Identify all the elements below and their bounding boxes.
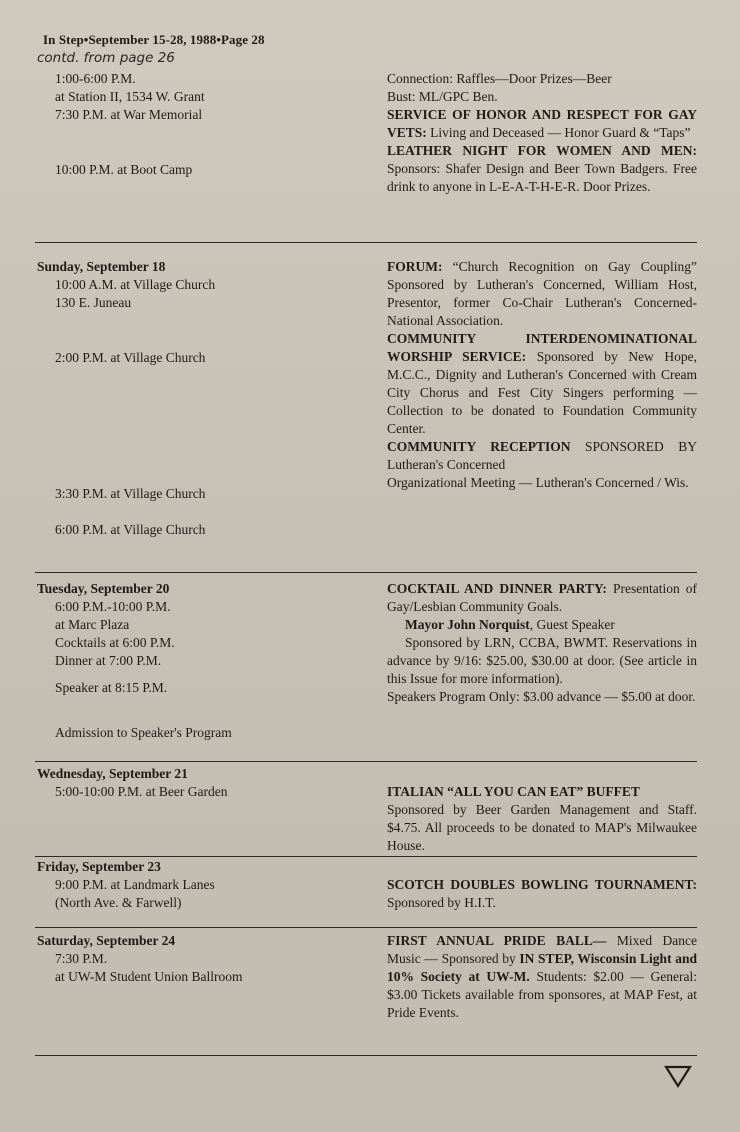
time-line: 7:30 P.M. at War Memorial bbox=[55, 107, 203, 122]
time-line: 6:00 P.M. at Village Church bbox=[55, 522, 206, 537]
time-line: Dinner at 7:00 P.M. bbox=[55, 653, 162, 668]
day-heading: Friday, September 23 bbox=[37, 859, 161, 874]
section-divider bbox=[35, 761, 697, 762]
event-descriptions-section-2 bbox=[387, 258, 697, 492]
section-divider bbox=[35, 927, 697, 928]
location-line: at Marc Plaza bbox=[55, 617, 130, 632]
event-description: Mayor John Norquist, Guest Speaker bbox=[405, 617, 615, 632]
event-description: Sponsored by LRN, CCBA, BWMT. Reservations in advance by 9/16: $25.00, $30.00 at door. (See article in this Issue for more information). bbox=[387, 635, 697, 686]
event-description: SERVICE OF HONOR AND RESPECT FOR GAY VETS: Living and Deceased — Honor Guard & “Taps” bbox=[387, 107, 697, 140]
event-description: Speakers Program Only: $3.00 advance — $5.00 at door. bbox=[387, 689, 696, 704]
time-line: 1:00-6:00 P.M. bbox=[55, 71, 136, 86]
section-divider bbox=[35, 572, 697, 573]
event-descriptions-section-6 bbox=[387, 932, 697, 1022]
day-heading: Wednesday, September 21 bbox=[37, 766, 188, 781]
time-line: 10:00 A.M. at Village Church bbox=[55, 277, 216, 292]
time-line: 6:00 P.M.-10:00 P.M. bbox=[55, 599, 171, 614]
time-line: 9:00 P.M. at Landmark Lanes bbox=[55, 877, 215, 892]
event-descriptions-section-5 bbox=[387, 876, 697, 912]
day-heading: Tuesday, September 20 bbox=[37, 581, 170, 596]
day-heading: Saturday, September 24 bbox=[37, 933, 176, 948]
event-descriptions-section-1 bbox=[387, 70, 697, 196]
event-times-section-6 bbox=[37, 932, 367, 986]
event-title: ITALIAN “ALL YOU CAN EAT” BUFFET bbox=[387, 784, 640, 799]
section-divider bbox=[35, 856, 697, 857]
event-description: FIRST ANNUAL PRIDE BALL— Mixed Dance Music — Sponsored by IN STEP, Wisconsin Light and 10% Society at UW-M. Students: $2.00 — General: $3.00 Tickets available from sponsores, at MAP Fest, at Pride Events. bbox=[387, 933, 697, 1020]
time-line: 3:30 P.M. at Village Church bbox=[55, 486, 206, 501]
location-line: 130 E. Juneau bbox=[55, 295, 132, 310]
event-times-section-5 bbox=[37, 858, 367, 912]
event-description: Bust: ML/GPC Ben. bbox=[387, 89, 498, 104]
time-line: 10:00 P.M. at Boot Camp bbox=[55, 162, 193, 177]
continued-triangle-icon bbox=[664, 1065, 692, 1089]
event-description: COMMUNITY RECEPTION SPONSORED BY Lutheran's Concerned bbox=[387, 439, 697, 472]
time-line: 2:00 P.M. at Village Church bbox=[55, 350, 206, 365]
time-line: Speaker at 8:15 P.M. bbox=[55, 680, 168, 695]
page-header: In Step•September 15-28, 1988•Page 28 bbox=[43, 32, 265, 47]
section-divider bbox=[35, 1055, 697, 1056]
event-times-section-4 bbox=[37, 765, 367, 801]
event-description: FORUM: “Church Recognition on Gay Coupling” Sponsored by Lutheran's Concerned, William Host, Presentor, former Co-Chair Lutheran's Concerned-National Association. bbox=[387, 259, 697, 328]
event-description: Sponsored by Beer Garden Management and Staff. $4.75. All proceeds to be donated to MAP's Milwaukee House. bbox=[387, 802, 697, 853]
event-descriptions-section-3 bbox=[387, 580, 697, 706]
event-description: Organizational Meeting — Lutheran's Concerned / Wis. bbox=[387, 475, 689, 490]
continued-note: contd. from page 26 bbox=[37, 50, 175, 66]
event-description: COCKTAIL AND DINNER PARTY: Presentation of Gay/Lesbian Community Goals. bbox=[387, 581, 697, 614]
event-times-section-2 bbox=[37, 258, 367, 539]
event-description: SCOTCH DOUBLES BOWLING TOURNAMENT: Sponsored by H.I.T. bbox=[387, 877, 697, 910]
location-line: at Station II, 1534 W. Grant bbox=[55, 89, 205, 104]
time-line: Cocktails at 6:00 P.M. bbox=[55, 635, 175, 650]
event-description: COMMUNITY INTERDENOMINATIONAL WORSHIP SERVICE: Sponsored by New Hope, M.C.C., Dignity and Lutheran's Concerned with Cream City Chorus and Fest City Singers performing — Collection to be donated to Foundation Community Center. bbox=[387, 331, 697, 436]
time-line: 7:30 P.M. bbox=[55, 951, 108, 966]
event-description: Connection: Raffles—Door Prizes—Beer bbox=[387, 71, 612, 86]
event-description: LEATHER NIGHT FOR WOMEN AND MEN: Sponsors: Shafer Design and Beer Town Badgers. Free drink to anyone in L-E-A-T-H-E-R. Door Prizes. bbox=[387, 143, 697, 194]
location-line: (North Ave. & Farwell) bbox=[55, 895, 182, 910]
event-descriptions-section-4 bbox=[387, 783, 697, 855]
location-line: at UW-M Student Union Ballroom bbox=[55, 969, 243, 984]
section-divider bbox=[35, 242, 697, 243]
event-times-section-3 bbox=[37, 580, 367, 742]
day-heading: Sunday, September 18 bbox=[37, 259, 166, 274]
time-line: Admission to Speaker's Program bbox=[55, 725, 232, 740]
time-line: 5:00-10:00 P.M. at Beer Garden bbox=[55, 784, 228, 799]
event-times-section-1 bbox=[37, 70, 367, 179]
